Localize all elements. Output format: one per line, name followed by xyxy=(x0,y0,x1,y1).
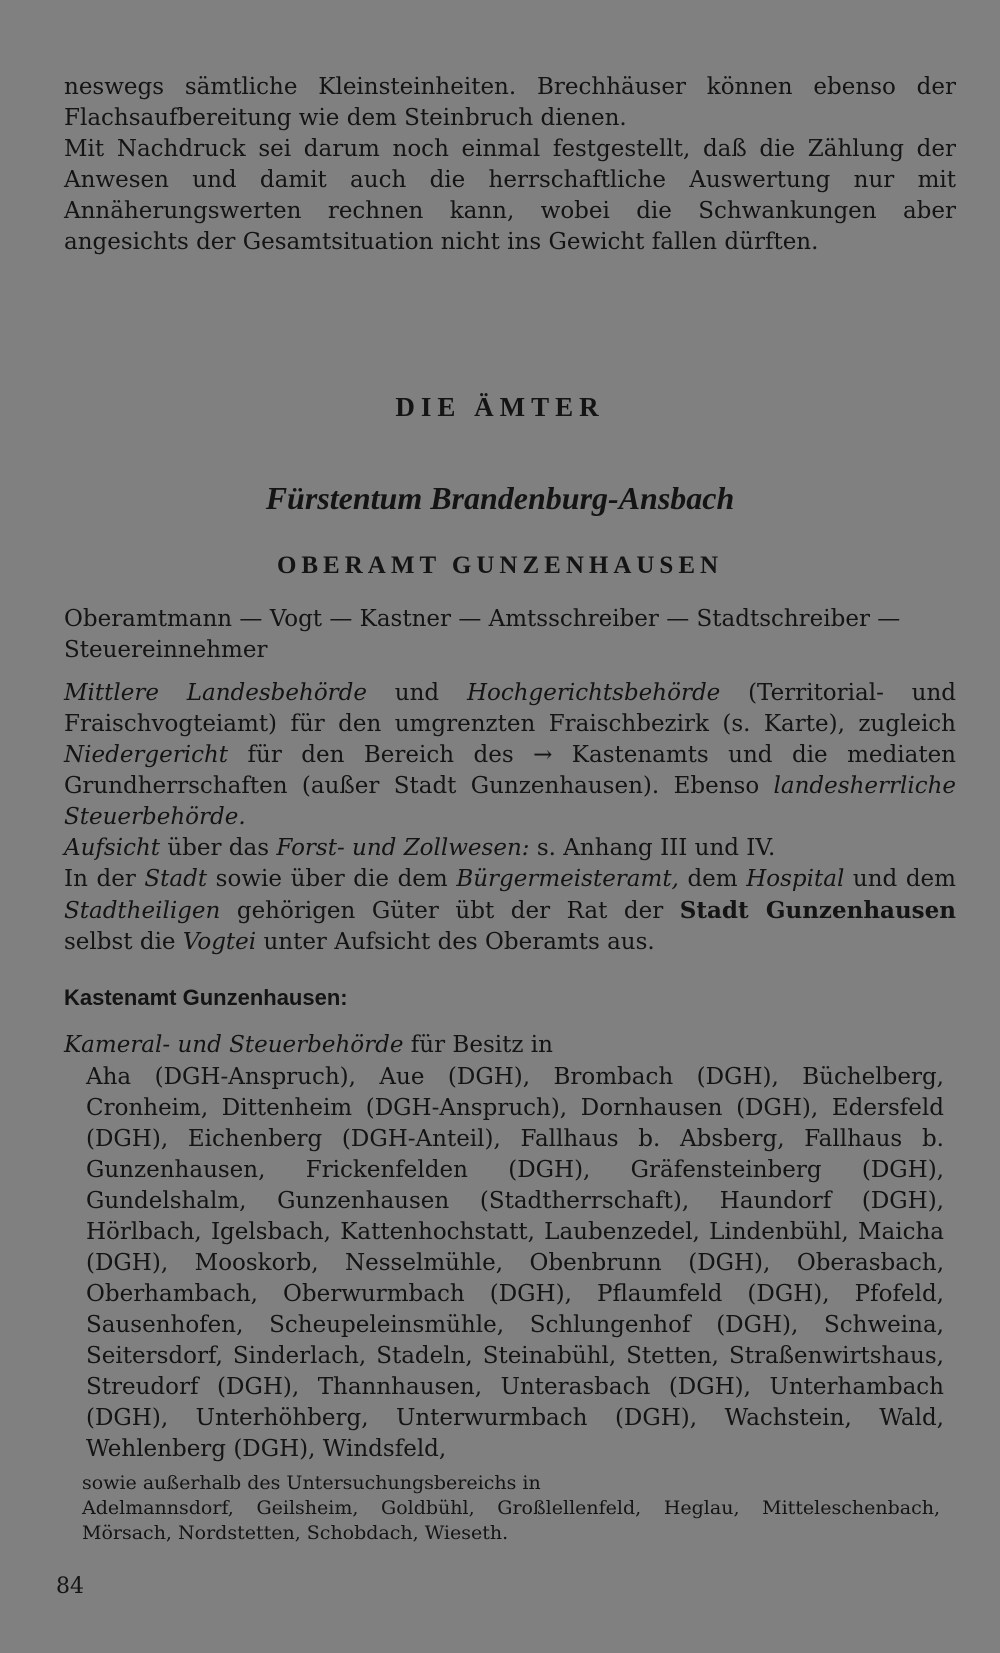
kastenamt-places xyxy=(86,1062,944,1465)
desc-term-1: Mittlere Landesbehörde xyxy=(64,680,368,706)
supervision-paragraph xyxy=(64,833,956,864)
city-text-7: und dem xyxy=(844,866,956,892)
city-text-1: In der xyxy=(64,866,145,892)
appendix-ref: s. Anhang III und IV. xyxy=(529,835,776,861)
city-term-stadt: Stadt xyxy=(144,866,208,892)
kastenamt-role: Kameral- und Steuerbehörde xyxy=(64,1032,404,1058)
city-name-bold: Stadt Gunzenhausen xyxy=(679,897,956,924)
kastenamt-lead-rest: für Besitz in xyxy=(403,1032,553,1058)
city-text-9: gehörigen Güter übt der Rat der xyxy=(220,898,680,924)
forestry-term: Forst- und Zollwesen: xyxy=(276,835,530,861)
city-text-5: dem xyxy=(678,866,747,892)
intro-text xyxy=(64,72,956,258)
authority-paragraph xyxy=(64,678,956,833)
city-text-11: selbst die xyxy=(64,929,183,955)
offices-text: Oberamtmann — Vogt — Kastner — Amtsschreiber — Stadtschreiber — Steuereinnehmer xyxy=(64,606,901,663)
city-paragraph xyxy=(64,864,956,958)
office-heading: OBERAMT GUNZENHAUSEN xyxy=(276,552,724,579)
desc-term-7: landesherrliche Steuerbehörde. xyxy=(64,773,956,830)
kastenamt-lead-text xyxy=(64,1030,956,1061)
outside-places: Adelmannsdorf, Geilsheim, Goldbühl, Großlellenfeld, Heglau, Mitteleschenbach, Mörsach, Nordstetten, Schobdach, Wieseth. xyxy=(82,1497,940,1544)
kastenamt-lead xyxy=(64,1030,956,1061)
principality-heading: Fürstentum Brandenburg-Ansbach xyxy=(265,480,735,516)
desc-term-5: Niedergericht xyxy=(64,742,229,768)
desc-text-4: (Territorial- und Fraischvogteiamt) für den umgrenzten Fraischbezirk (s. Karte), zugleich xyxy=(64,680,956,737)
kastenamt-heading: Kastenamt Gunzenhausen: xyxy=(64,985,348,1010)
city-term-hospital: Hospital xyxy=(746,866,845,892)
offices-line xyxy=(64,604,956,666)
intro-paragraph-1: neswegs sämtliche Kleinsteinheiten. Brechhäuser können ebenso der Flachsaufbereitung wie dem Steinbruch dienen. xyxy=(64,74,956,131)
section-heading: DIE ÄMTER xyxy=(395,392,605,422)
city-term-saint: Stadtheiligen xyxy=(64,898,221,924)
page-number: 84 xyxy=(56,1574,84,1599)
authority-description xyxy=(64,678,956,958)
places-list: Aha (DGH-Anspruch), Aue (DGH), Brombach (DGH), Büchelberg, Cronheim, Dittenheim (DGH-Anspruch), Dornhausen (DGH), Edersfeld (DGH), Eichenberg (DGH-Anteil), Fallhaus b. Absberg, Fallhaus b. Gunzenhausen, Frickenfelden (DGH), Gräfensteinberg (DGH), Gundelshalm, Gunzenhausen (Stadtherrschaft), Haundorf (DGH), Hörlbach, Igelsbach, Kattenhochstatt, Laubenzedel, Lindenbühl, Maicha (DGH), Mooskorb, Nesselmühle, Obenbrunn (DGH), Oberasbach, Oberhambach, Oberwurmbach (DGH), Pflaumfeld (DGH), Pfofeld, Sausenhofen, Scheupeleinsmühle, Schlungenhof (DGH), Schweina, Seitersdorf, Sinderlach, Stadeln, Steinabühl, Stetten, Straßenwirtshaus, Streudorf (DGH), Thannhausen, Unterasbach (DGH), Unterhambach (DGH), Unterhöhberg, Unterwurmbach (DGH), Wachstein, Wald, Wehlenberg (DGH), Windsfeld, xyxy=(86,1064,944,1462)
desc-text-6: für den Bereich des → Kastenamts und die mediaten Grundherrschaften (außer Stadt Gunzenhausen). Ebenso xyxy=(64,742,956,799)
supervision-term: Aufsicht xyxy=(64,835,161,861)
city-text-13: unter Aufsicht des Oberamts aus. xyxy=(256,929,655,955)
outside-area xyxy=(82,1471,940,1546)
intro-paragraph-2: Mit Nachdruck sei darum noch einmal festgestellt, daß die Zählung der Anwesen und damit auch die herrschaftliche Auswertung nur mit Annäherungswerten rechnen kann, wobei die Schwankungen aber angesichts der Gesamtsituation nicht ins Gewicht fallen dürften. xyxy=(64,136,956,255)
city-term-mayor: Bürgermeisteramt, xyxy=(456,866,679,892)
city-text-3: sowie über die dem xyxy=(207,866,457,892)
desc-term-3: Hochgerichtsbehörde xyxy=(466,680,721,706)
supervision-text: über das xyxy=(160,835,277,861)
city-term-vogtei: Vogtei xyxy=(182,929,257,955)
outside-lead: sowie außerhalb des Untersuchungsbereichs in xyxy=(82,1472,541,1494)
desc-text-2: und xyxy=(367,680,467,706)
